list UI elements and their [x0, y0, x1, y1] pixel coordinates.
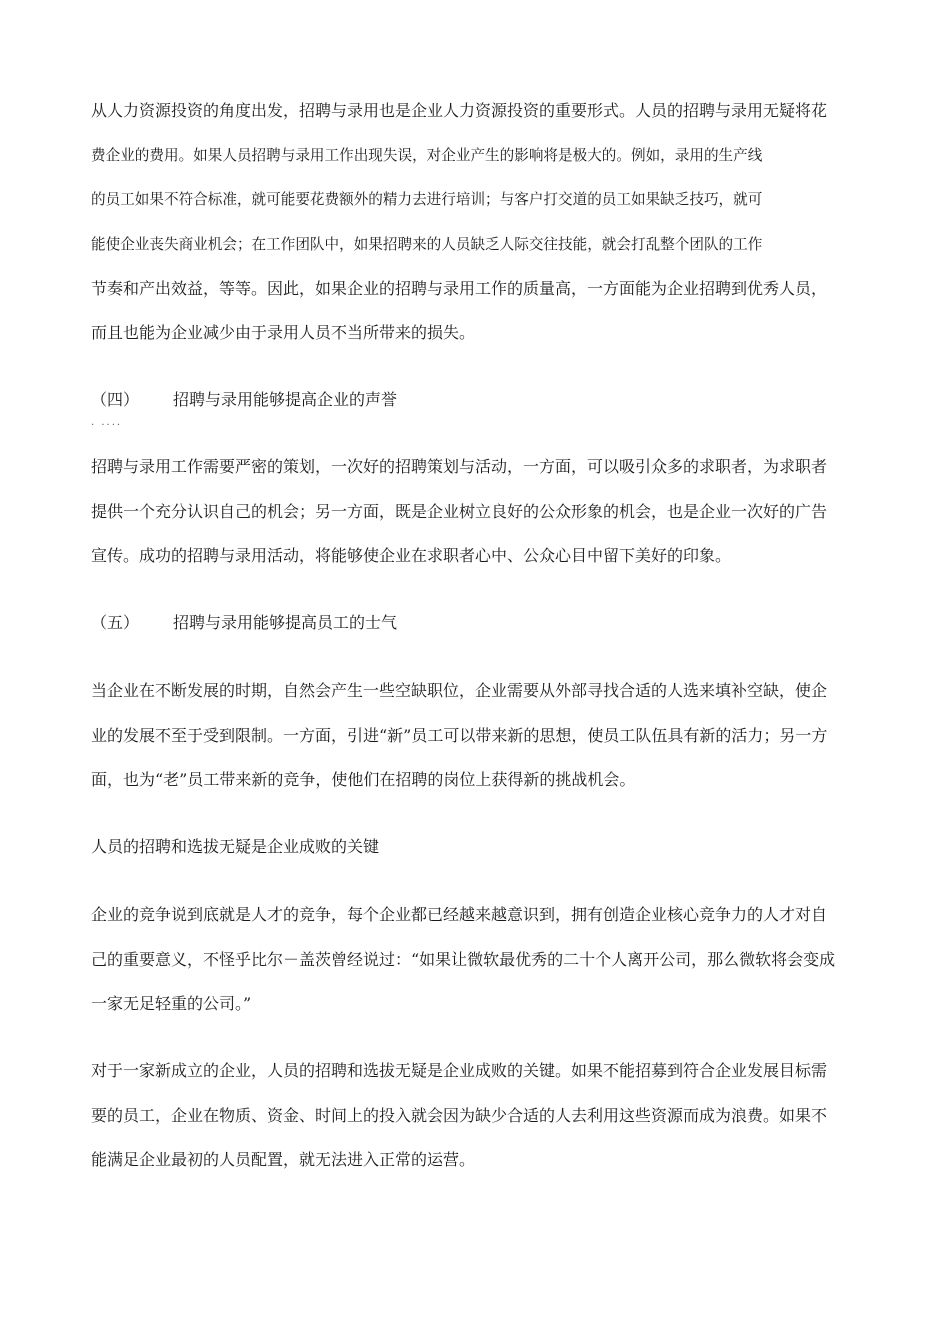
section-heading-key: 人员的招聘和选拔无疑是企业成败的关键 — [91, 837, 380, 856]
section-heading-5 — [91, 613, 397, 633]
text-line: 要的员工，企业在物质、资金、时间上的投入就会因为缺少合适的人去利用这些资源而成为浪费。如果不 — [91, 1106, 828, 1125]
text-line: 提供一个充分认识自己的机会；另一方面，既是企业树立良好的公众形象的机会，也是企业一次好的广告 — [91, 502, 828, 521]
text-line: 宣传。成功的招聘与录用活动，将能够使企业在求职者心中、公众心目中留下美好的印象。 — [91, 546, 732, 565]
text-line: 的员工如果不符合标准，就可能要花费额外的精力去进行培训；与客户打交道的员工如果缺乏技巧，就可 — [91, 191, 763, 208]
text-line: 对于一家新成立的企业，人员的招聘和选拔无疑是企业成败的关键。如果不能招募到符合企业发展目标需 — [91, 1061, 828, 1080]
text-line: 从人力资源投资的角度出发，招聘与录用也是企业人力资源投资的重要形式。人员的招聘与录用无疑将花 — [91, 101, 828, 120]
text-line: 业的发展不至于受到限制。一方面，引进“新”员工可以带来新的思想，使员工队伍具有新的活力；另一方 — [91, 726, 828, 745]
text-line: 一家无足轻重的公司。” — [91, 994, 252, 1013]
text-line: 己的重要意义，不怪乎比尔－盖茨曾经说过：“如果让微软最优秀的二十个人离开公司，那么微软将会变成 — [91, 950, 836, 969]
dot-marks: . .... — [91, 417, 123, 428]
section-title: 招聘与录用能够提高员工的士气 — [173, 613, 398, 632]
text-line: 面，也为“老”员工带来新的竞争，使他们在招聘的岗位上获得新的挑战机会。 — [91, 770, 636, 789]
text-line: 而且也能为企业减少由于录用人员不当所带来的损失。 — [91, 323, 476, 342]
text-line: 能满足企业最初的人员配置，就无法进入正常的运营。 — [91, 1150, 476, 1169]
section-number: （五） — [91, 613, 140, 632]
text-line: 节奏和产出效益，等等。因此，如果企业的招聘与录用工作的质量高，一方面能为企业招聘到优秀人员， — [91, 279, 828, 298]
text-line: 招聘与录用工作需要严密的策划，一次好的招聘策划与活动，一方面，可以吸引众多的求职者，为求职者 — [91, 457, 828, 476]
section-heading-4 — [91, 390, 397, 410]
text-line: 能使企业丧失商业机会；在工作团队中，如果招聘来的人员缺乏人际交往技能，就会打乱整个团队的工作 — [91, 236, 763, 253]
section-title: 招聘与录用能够提高企业的声誉 — [173, 390, 398, 409]
text-line: 企业的竞争说到底就是人才的竞争，每个企业都已经越来越意识到，拥有创造企业核心竞争力的人才对自 — [91, 905, 828, 924]
section-number: （四） — [91, 390, 140, 409]
text-line: 费企业的费用。如果人员招聘与录用工作出现失误，对企业产生的影响将是极大的。例如，录用的生产线 — [91, 147, 763, 164]
text-line: 当企业在不断发展的时期，自然会产生一些空缺职位，企业需要从外部寻找合适的人选来填补空缺，使企 — [91, 681, 828, 700]
